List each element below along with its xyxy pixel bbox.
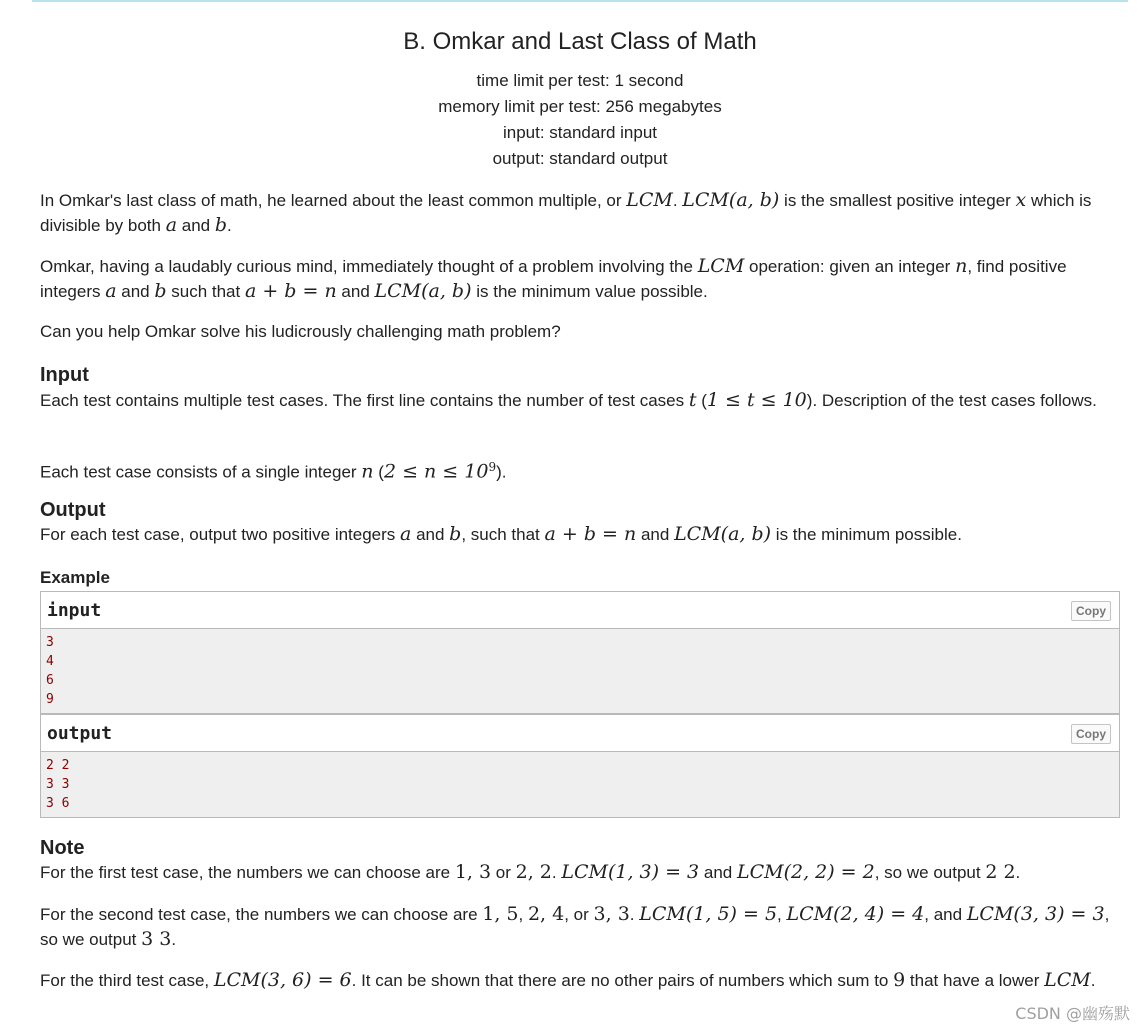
input-paragraph-2: Each test case consists of a single integer n $(2 \le n \le 10^9)$.	[40, 460, 507, 483]
example-input-line: 3	[46, 635, 54, 650]
example-output-line: 3 3	[46, 777, 70, 792]
statement-paragraph-3: Can you help Omkar solve his ludicrously challenging math problem?	[40, 322, 561, 341]
example-input-line: 4	[46, 654, 54, 669]
note-paragraph-2: For the second test case, the numbers we can choose are 1, 5, 2, 4, or 3, 3. LCM(1, 5) = 5, LCM(2, 4) = 4, and LCM(3, 3) = 3, so we output 3 3.	[40, 903, 1110, 950]
example-output-block	[40, 714, 1120, 818]
output-paragraph-1: For each test case, output two positive integers a and b, such that a + b = n and LCM(a, b) is the minimum possible.	[40, 523, 962, 545]
example-input-line: 6	[46, 673, 54, 688]
statement-paragraph-2: Omkar, having a laudably curious mind, immediately thought of a problem involving the LCM operation: given an integer n, find positive integers a and b such that a + b = n and LCM(a, b) is the minimum value possible.	[40, 255, 1067, 302]
example-output-content	[41, 752, 1119, 817]
problem-title: B. Omkar and Last Class of Math	[403, 28, 757, 55]
memory-limit: memory limit per test: 256 megabytes	[438, 97, 722, 116]
top-border	[32, 0, 1128, 2]
example-output-line: 2 2	[46, 758, 70, 773]
example-output-label: output	[47, 723, 113, 744]
example-input-content	[41, 629, 1119, 713]
input-section-title: Input	[40, 364, 89, 386]
problem-statement	[40, 24, 1120, 172]
csdn-watermark: CSDN @幽殇默	[1015, 1004, 1130, 1023]
problem-limits	[40, 68, 1120, 172]
note-paragraph-1: For the first test case, the numbers we can choose are 1, 3 or 2, 2. LCM(1, 3) = 3 and LCM(2, 2) = 2, so we output 2 2.	[40, 861, 1021, 883]
example-input-header	[41, 592, 1119, 629]
copy-output-button[interactable]: Copy	[1071, 724, 1111, 744]
time-limit: time limit per test: 1 second	[476, 71, 684, 90]
example-input-block	[40, 591, 1120, 714]
copy-input-button[interactable]: Copy	[1071, 601, 1111, 621]
example-output-line: 3 6	[46, 796, 70, 811]
example-input-label: input	[47, 600, 102, 621]
statement-paragraph-1: In Omkar's last class of math, he learned about the least common multiple, or LCM. LCM(a, b) is the smallest positive integer x which is divisible by both a and b.	[40, 189, 1092, 236]
note-title: Note	[40, 837, 85, 859]
input-type: input: standard input	[502, 123, 658, 142]
input-paragraph-1: Each test contains multiple test cases. The first line contains the number of test cases t (1 ≤ t ≤ 10). Description of the test cases follows.	[40, 389, 1097, 411]
output-type: output: standard output	[492, 149, 668, 168]
example-output-header	[41, 715, 1119, 752]
output-section-title: Output	[40, 499, 106, 521]
note-paragraph-3: For the third test case, LCM(3, 6) = 6. It can be shown that there are no other pairs of numbers which sum to 9 that have a lower LCM.	[40, 969, 1096, 991]
example-title: Example	[40, 568, 110, 587]
example-input-line: 9	[46, 692, 54, 707]
